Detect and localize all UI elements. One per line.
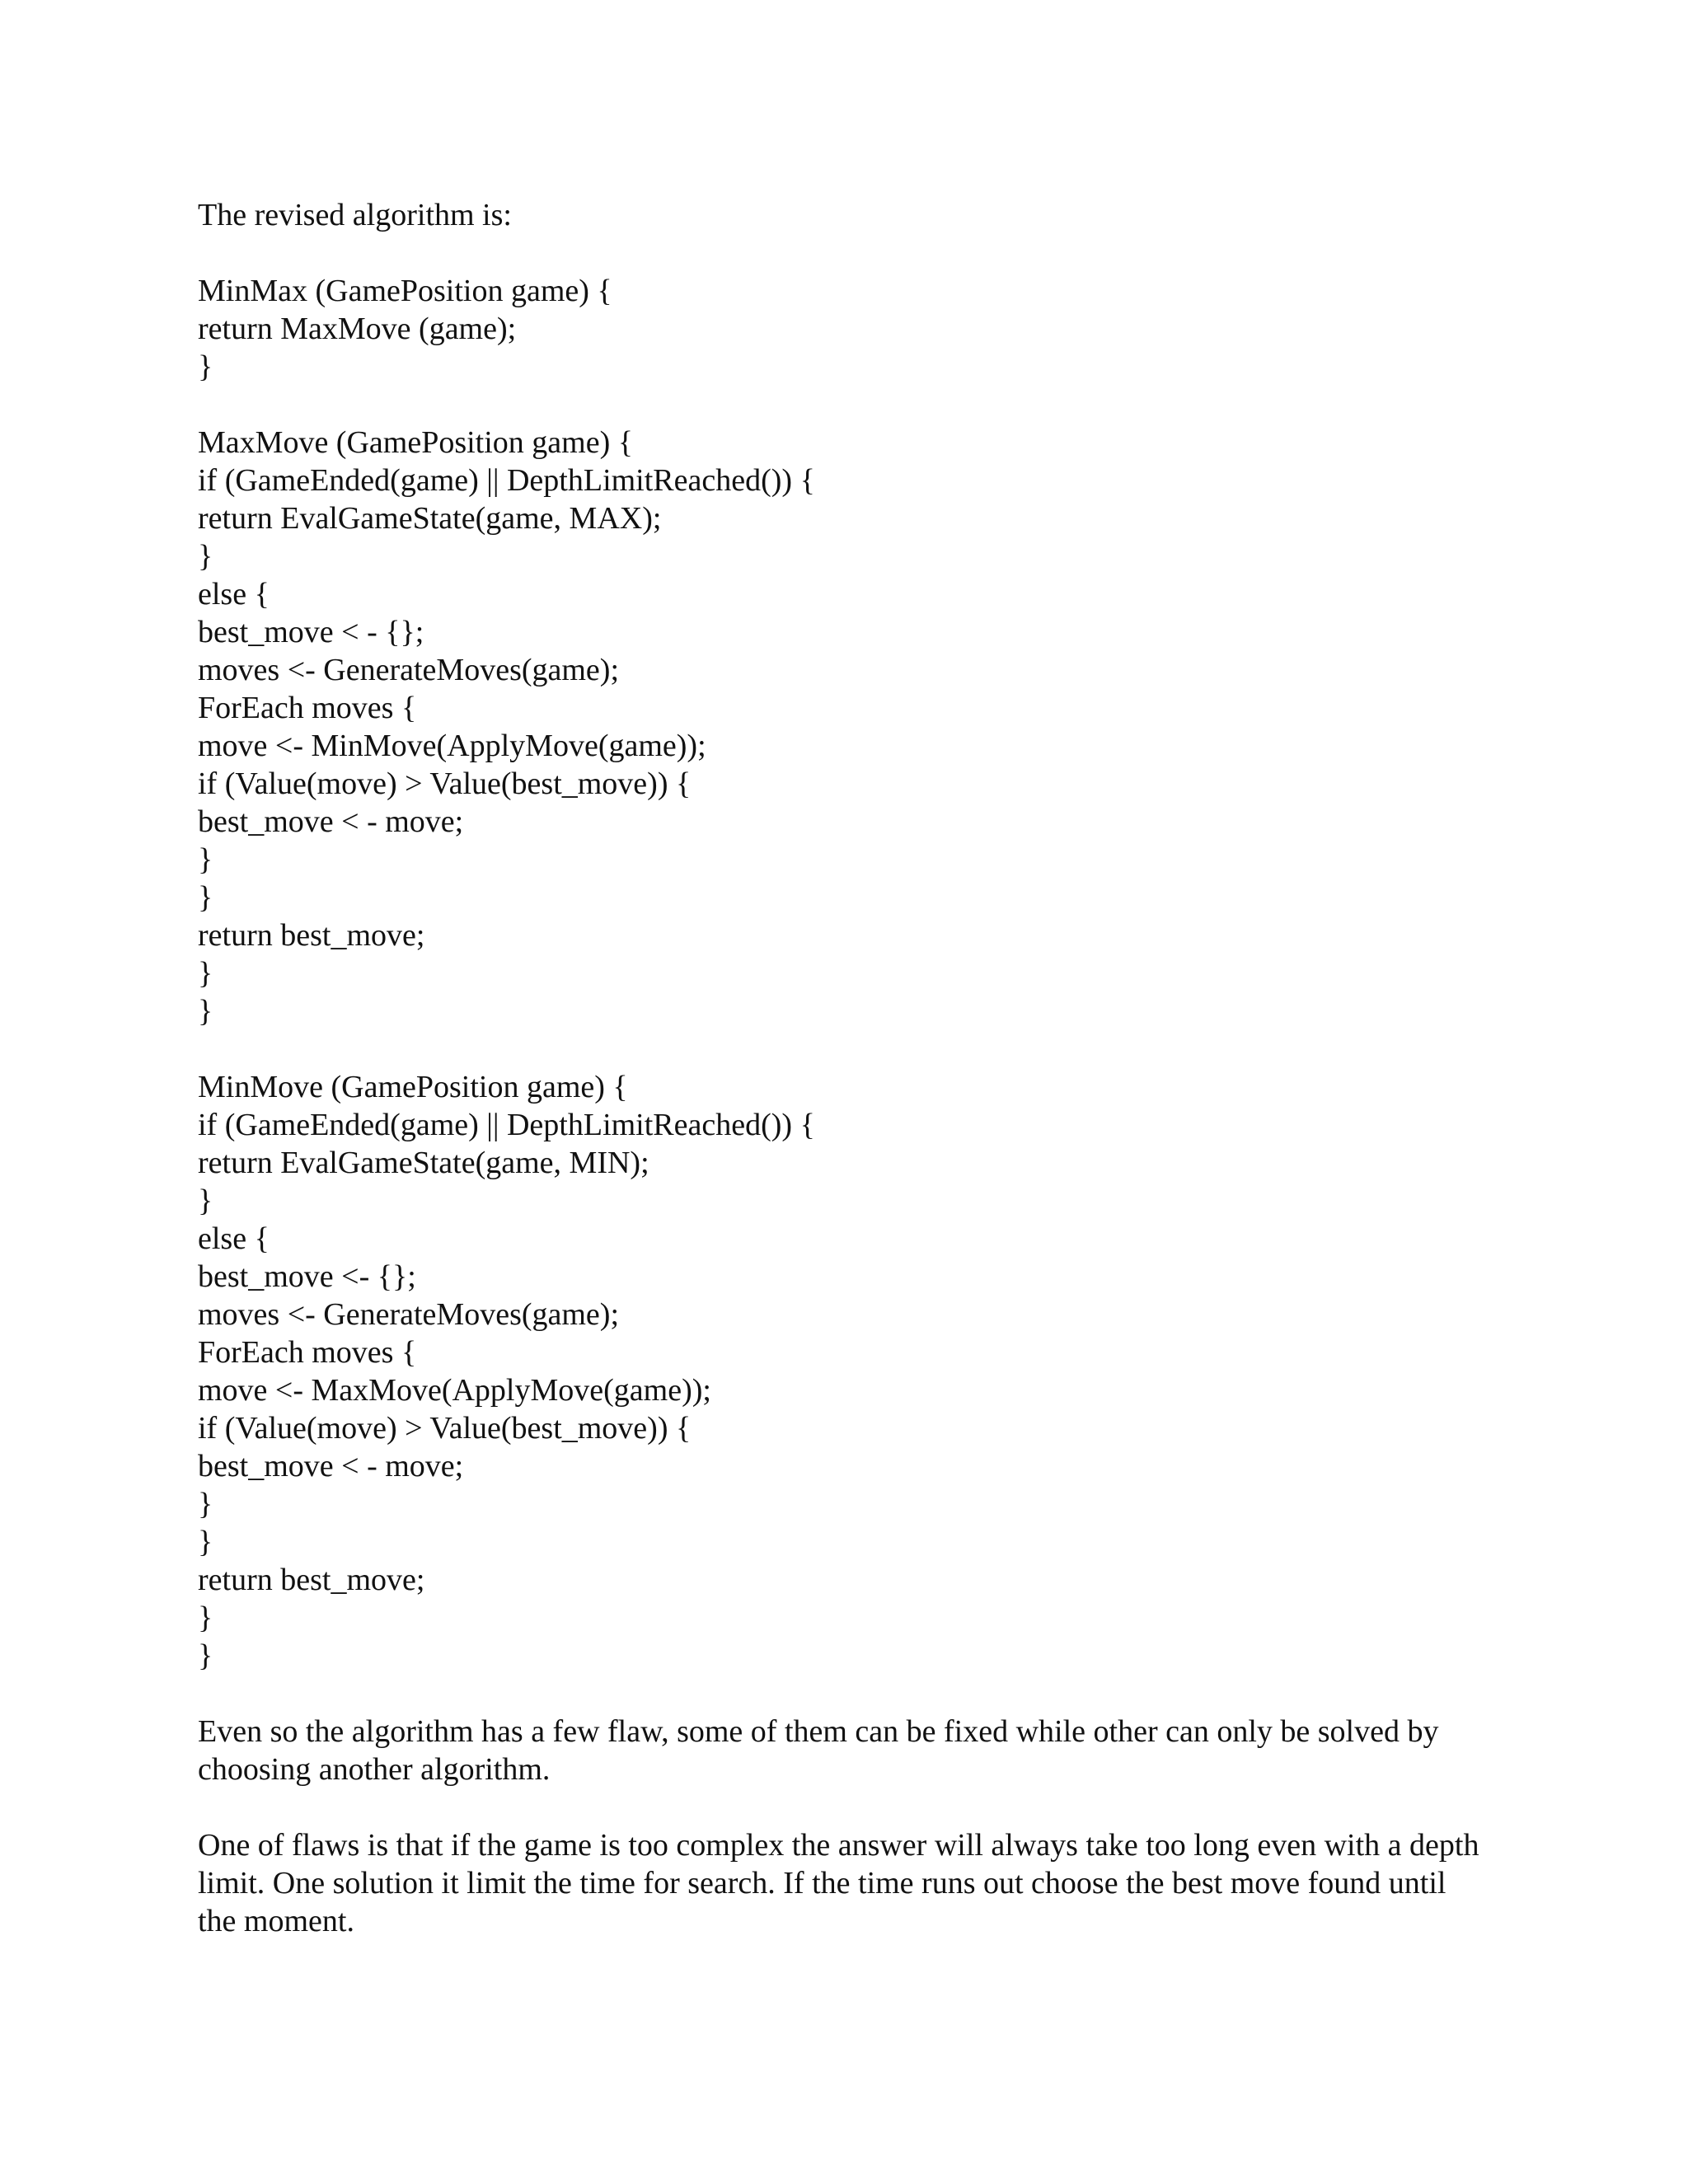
code-line: move <- MinMove(ApplyMove(game));	[198, 729, 706, 763]
document-body	[198, 196, 1484, 1940]
intro-text: The revised algorithm is:	[198, 198, 512, 232]
code-line: }	[198, 842, 213, 877]
code-line: return MaxMove (game);	[198, 312, 517, 346]
code-line: else {	[198, 577, 270, 612]
spacer	[198, 234, 1484, 272]
code-line: best_move < - move;	[198, 1449, 464, 1483]
spacer	[198, 1675, 1484, 1713]
code-line: }	[198, 1525, 213, 1559]
code-line: best_move < - move;	[198, 804, 464, 839]
code-line: MinMove (GamePosition game) {	[198, 1070, 628, 1104]
code-line: MaxMove (GamePosition game) {	[198, 425, 633, 460]
code-line: moves <- GenerateMoves(game);	[198, 653, 620, 687]
code-line: if (Value(move) > Value(best_move)) {	[198, 766, 692, 801]
code-line: if (GameEnded(game) || DepthLimitReached()) {	[198, 463, 815, 498]
code-line: return best_move;	[198, 918, 425, 953]
code-line: }	[198, 349, 213, 384]
minmove-code-block	[198, 1068, 1484, 1675]
code-line: move <- MaxMove(ApplyMove(game));	[198, 1373, 711, 1408]
code-line: if (Value(move) > Value(best_move)) {	[198, 1411, 692, 1446]
code-line: if (GameEnded(game) || DepthLimitReached()) {	[198, 1108, 815, 1142]
code-line: best_move < - {};	[198, 615, 424, 649]
code-line: return EvalGameState(game, MAX);	[198, 501, 662, 536]
code-line: }	[198, 1601, 213, 1635]
code-line: }	[198, 880, 213, 915]
code-line: }	[198, 1638, 213, 1673]
spacer	[198, 1788, 1484, 1826]
code-line: }	[198, 1487, 213, 1521]
maxmove-code-block	[198, 424, 1484, 1030]
minmax-code-block	[198, 272, 1484, 386]
code-line: MinMax (GamePosition game) {	[198, 274, 612, 308]
code-line: }	[198, 956, 213, 991]
code-line: moves <- GenerateMoves(game);	[198, 1297, 620, 1332]
paragraph-flaws: Even so the algorithm has a few flaw, some of them can be fixed while other can only be solved by choosing another algorithm.	[198, 1714, 1439, 1787]
paragraph-time-limit: One of flaws is that if the game is too complex the answer will always take too long even with a depth limit. One solution it limit the time for search. If the time runs out choose the best move found until the moment.	[198, 1828, 1479, 1938]
spacer	[198, 1030, 1484, 1068]
code-line: ForEach moves {	[198, 691, 417, 725]
code-line: return EvalGameState(game, MIN);	[198, 1146, 649, 1180]
code-line: }	[198, 994, 213, 1029]
code-line: best_move <- {};	[198, 1259, 416, 1294]
spacer	[198, 386, 1484, 424]
code-line: else {	[198, 1221, 270, 1256]
code-line: }	[198, 1183, 213, 1218]
code-line: }	[198, 539, 213, 574]
code-line: ForEach moves {	[198, 1335, 417, 1370]
code-line: return best_move;	[198, 1563, 425, 1597]
